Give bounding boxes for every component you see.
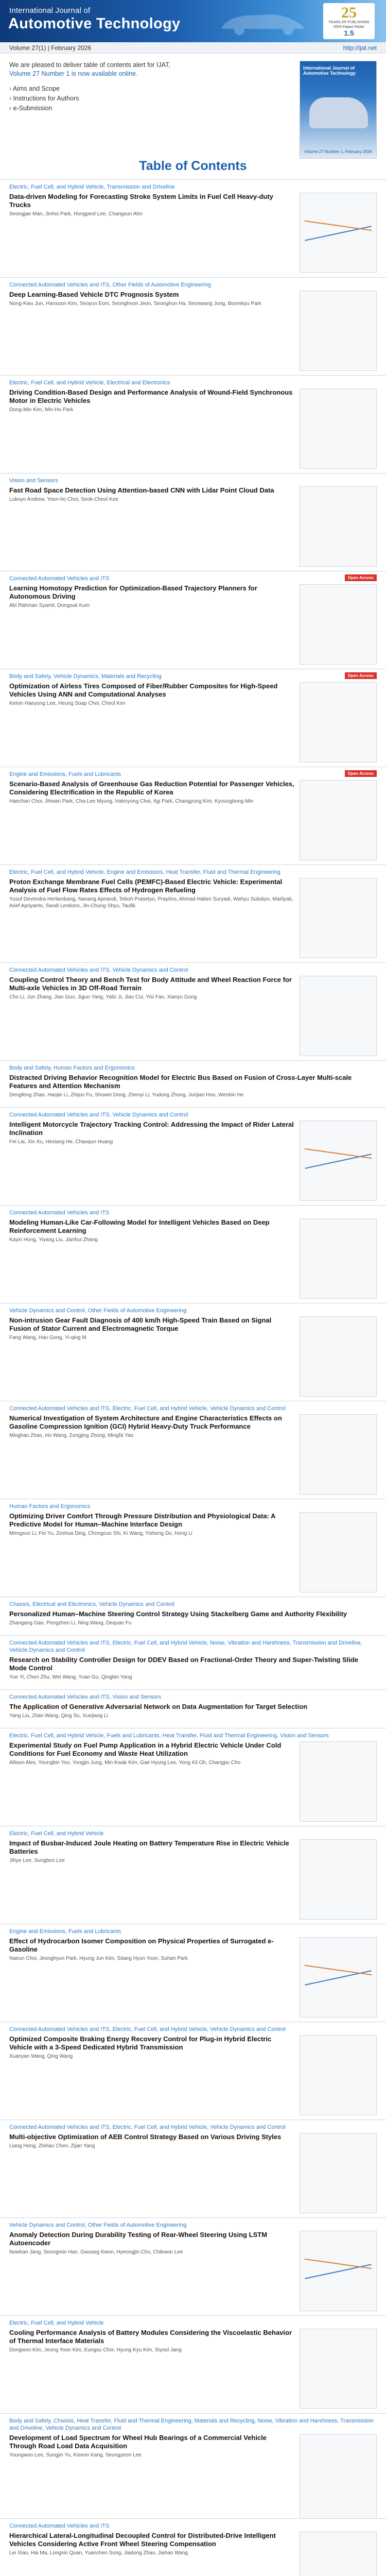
article-entry[interactable] bbox=[0, 1728, 386, 1826]
article-graphical-abstract[interactable] bbox=[300, 1512, 377, 1592]
article-graphical-abstract[interactable] bbox=[300, 486, 377, 567]
article-graphical-abstract[interactable] bbox=[300, 1839, 377, 1920]
article-graphical-abstract[interactable] bbox=[300, 388, 377, 469]
article-graphical-abstract[interactable] bbox=[300, 1218, 377, 1299]
article-graphical-abstract[interactable] bbox=[300, 291, 377, 371]
article-authors: Abi Rahman Syamil, Dongsuk Kum bbox=[9, 603, 90, 608]
article-graphical-abstract[interactable] bbox=[300, 2133, 377, 2213]
article-title-link[interactable]: Data-driven Modeling for Forecasting Stroke System Limits in Fuel Cell Heavy-duty Trucks bbox=[9, 193, 273, 209]
article-category: Connected Automated Vehicles and ITS bbox=[9, 1210, 110, 1216]
article-authors: Seongjae Man, Jinhoi Park, Hongpeol Lee, Changsun Ahn bbox=[9, 211, 143, 217]
article-list bbox=[0, 179, 386, 2576]
article-authors: Naeun Choi, Jeonghyun Park, Hyung Jun Kim, Sitaeg Hyun Yoon, Suhan Park bbox=[9, 1956, 188, 1961]
article-category: Engine and Emissions, Fuels and Lubricants bbox=[9, 771, 121, 777]
article-title-link[interactable]: Driving Condition-Based Design and Performance Analysis of Wound-Field Synchronous Motor in Electric Vehicles bbox=[9, 388, 293, 404]
article-category: Electric, Fuel Cell, and Hybrid Vehicle bbox=[9, 1831, 104, 1837]
journal-site-link[interactable]: http://ijat.net bbox=[343, 44, 377, 52]
cover-volume: Volume 27 Number 1, February 2026 bbox=[304, 149, 372, 154]
car-icon bbox=[216, 5, 309, 38]
anniversary-number: 25 bbox=[341, 4, 357, 21]
article-entry[interactable] bbox=[0, 179, 386, 277]
article-graphical-abstract[interactable] bbox=[300, 682, 377, 762]
article-title-link[interactable]: Development of Load Spectrum for Wheel Hub Bearings of a Commercial Vehicle Through Road Load Data Acquisition bbox=[9, 2434, 267, 2450]
article-entry[interactable] bbox=[0, 2518, 386, 2576]
article-authors: Fang Wang, Hao Gong, Yi-qing M bbox=[9, 1335, 86, 1341]
article-authors: Yue Yi, Chen Zhu, Wei Wang, Yuan Gu, Qingbin Yang bbox=[9, 1674, 132, 1680]
article-entry[interactable] bbox=[0, 1597, 386, 1635]
article-authors: Dongwoo Kim, Jeong Yoon Kim, Eungsu Choi, Hyung Kyu Kim, Siyoul Jang bbox=[9, 2347, 182, 2353]
article-title-link[interactable]: Impact of Busbar-Induced Joule Heating on Battery Temperature Rise in Electric Vehicle Batteries bbox=[9, 1839, 289, 1855]
impact-factor-label: 2024 Impact Factor bbox=[333, 25, 365, 29]
article-title-link[interactable]: Deep Learning-Based Vehicle DTC Prognosis System bbox=[9, 291, 179, 298]
article-authors: Kayin Hong, Yiyang Liu, Jianhui Zhang bbox=[9, 1237, 98, 1243]
article-category: Connected Automated Vehicles and ITS, Other Fields of Automotive Engineering bbox=[9, 282, 211, 288]
article-title-link[interactable]: Experimental Study on Fuel Pump Application in a Hybrid Electric Vehicle Under Cold Conditions for Fuel Economy and Waste Heat Utilization bbox=[9, 1741, 282, 1757]
article-authors: Kelvin Haeyong Lee, Heung Soap Choi, Cheol Kim bbox=[9, 701, 126, 706]
article-title-link[interactable]: Cooling Performance Analysis of Battery Modules Considering the Viscoelastic Behavior of Thermal Interface Materials bbox=[9, 2329, 292, 2345]
volume-bar bbox=[0, 42, 386, 54]
article-graphical-abstract[interactable] bbox=[300, 2434, 377, 2518]
article-category: Connected Automated Vehicles and ITS, Electric, Fuel Cell, and Hybrid Vehicle, Vehicle Dynamics and Control bbox=[9, 2124, 286, 2130]
article-authors: Liang Hong, Zhihao Chen, Zijan Yang bbox=[9, 2143, 95, 2149]
article-graphical-abstract[interactable] bbox=[300, 2532, 377, 2576]
article-category: Vision and Sensors bbox=[9, 478, 58, 484]
article-category: Vehicle Dynamics and Control, Other Fields of Automotive Engineering bbox=[9, 2222, 187, 2228]
intro-line-2[interactable]: Volume 27 Number 1 is now available online. bbox=[9, 70, 138, 77]
article-title-link[interactable]: Hierarchical Lateral-Longitudinal Decoupled Control for Distributed-Drive Intelligent Vehicles Considering Active Front Wheel Steering Compensation bbox=[9, 2532, 276, 2548]
article-authors: Jihye Lee, Sungboo Lee bbox=[9, 1858, 65, 1863]
article-authors: Fei Lai, Xin Xu, Hexiang He, Chaoqun Huang bbox=[9, 1139, 113, 1145]
article-graphical-abstract[interactable] bbox=[300, 780, 377, 860]
article-category: Electric, Fuel Cell, and Hybrid Vehicle, Electrical and Electronics bbox=[9, 380, 170, 386]
article-authors: Cho Li, Jun Zhang, Jian Guo, Jiguo Yang, Yaliz Ji, Jiao Cui, Yisi Fan, Xianyu Gong bbox=[9, 994, 197, 1000]
article-category: Connected Automated Vehicles and ITS, Vision and Sensors bbox=[9, 1694, 162, 1700]
journal-cover-image[interactable] bbox=[300, 61, 377, 159]
article-category: Connected Automated Vehicles and ITS bbox=[9, 2523, 110, 2529]
article-authors: Allison Alex, Youngbin Yoo, Yongjin Jung, Min Kwak Kim, Gae Hyung Lee, Yong Kil Oh, Changpu Cho bbox=[9, 1760, 241, 1766]
article-category: Connected Automated Vehicles and ITS, Vehicle Dynamics and Control bbox=[9, 1112, 188, 1118]
article-graphical-abstract[interactable] bbox=[300, 1414, 377, 1495]
journal-name: Automotive Technology bbox=[8, 15, 181, 32]
impact-factor-value: 1.5 bbox=[344, 29, 354, 37]
article-authors: Nowhan Jang, Seongmin Han, Gwuseg Kwon, Hyeongjin Cho, Chikwon Lee bbox=[9, 2249, 183, 2255]
anniversary-badge bbox=[323, 3, 375, 39]
article-title-link[interactable]: Optimized Composite Braking Energy Recovery Control for Plug-in Hybrid Electric Vehicle with a 3-Speed Dedicated Hybrid Transmission bbox=[9, 2035, 272, 2051]
open-access-badge: Open Access bbox=[345, 770, 377, 777]
article-graphical-abstract[interactable] bbox=[300, 976, 377, 1056]
article-graphical-abstract[interactable] bbox=[300, 1937, 377, 2018]
article-authors: Xuanyan Wang, Qing Wang bbox=[9, 2054, 73, 2059]
article-graphical-abstract[interactable] bbox=[300, 193, 377, 273]
article-entry[interactable] bbox=[0, 2217, 386, 2315]
article-entry[interactable] bbox=[0, 1635, 386, 1689]
article-entry[interactable] bbox=[0, 571, 386, 669]
article-entry[interactable] bbox=[0, 2413, 386, 2518]
article-title-link[interactable]: Optimizing Driver Comfort Through Pressure Distribution and Physiological Data: A Predictive Model for Human–Machine Interface Design bbox=[9, 1512, 275, 1528]
article-entry[interactable] bbox=[0, 2315, 386, 2413]
article-category: Electric, Fuel Cell, and Hybrid Vehicle bbox=[9, 2320, 104, 2326]
article-graphical-abstract[interactable] bbox=[300, 2329, 377, 2409]
article-title-link[interactable]: Numerical Investigation of System Architecture and Engine Characteristics Effects on Gasoline Compression Ignition (GCI) Hybrid Heavy-Duty Truck Performance bbox=[9, 1414, 282, 1430]
intro-section bbox=[0, 54, 386, 157]
article-authors: Yang Liu, Zitan Wang, Qing Su, Xuejiang Li bbox=[9, 1713, 108, 1719]
article-title-link[interactable]: Coupling Control Theory and Bench Test for Body Attitude and Wheel Reaction Force for Multi-axle Vehicles in 3D Off-Road Terrain bbox=[9, 976, 292, 992]
article-title-link[interactable]: Non-intrusion Gear Fault Diagnosis of 400 km/h High-Speed Train Based on Signal Fusion of Stator Current and Electromagnetic Torque bbox=[9, 1316, 272, 1332]
journal-banner bbox=[0, 0, 386, 42]
article-graphical-abstract[interactable] bbox=[300, 1121, 377, 1201]
article-category: Connected Automated Vehicles and ITS, Electric, Fuel Cell, and Hybrid Vehicle, Vehicle Dynamics and Control bbox=[9, 1405, 286, 1412]
article-entry[interactable] bbox=[0, 1205, 386, 1303]
article-entry[interactable] bbox=[0, 2120, 386, 2217]
article-entry[interactable] bbox=[0, 473, 386, 571]
article-graphical-abstract[interactable] bbox=[300, 1741, 377, 1822]
article-title-link[interactable]: Multi-objective Optimization of AEB Control Strategy Based on Various Driving Styles bbox=[9, 2133, 282, 2141]
intro-links bbox=[9, 84, 300, 113]
article-category: Connected Automated Vehicles and ITS bbox=[9, 575, 110, 582]
article-entry[interactable] bbox=[0, 1499, 386, 1597]
article-entry[interactable] bbox=[0, 2022, 386, 2120]
article-title-link[interactable]: Distracted Driving Behavior Recognition Model for Electric Bus Based on Fusion of Cross-Layer Multi-scale Features and Attention Mechanism bbox=[9, 1074, 352, 1090]
article-category: Connected Automated Vehicles and ITS, Electric, Fuel Cell, and Hybrid Vehicle, Vehicle Dynamics and Control bbox=[9, 2026, 286, 2032]
article-entry[interactable] bbox=[0, 375, 386, 473]
open-access-badge: Open Access bbox=[345, 574, 377, 581]
article-authors: Lei Xiao, Hai Ma, Longxin Quan, Yuanchen Song, Jiadong Zhao, Jiahao Wang bbox=[9, 2550, 188, 2556]
article-title-link[interactable]: Personalized Human–Machine Steering Control Strategy Using Stackelberg Game and Authority Flexibility bbox=[9, 1610, 347, 1618]
aims-scope-link[interactable]: › Aims and Scope bbox=[9, 84, 300, 93]
article-entry[interactable] bbox=[0, 1826, 386, 1924]
article-entry[interactable] bbox=[0, 1401, 386, 1499]
article-category: Connected Automated Vehicles and ITS, Vehicle Dynamics and Control bbox=[9, 967, 188, 973]
article-category: Electric, Fuel Cell, and Hybrid Vehicle, Fuels and Lubricants, Heat Transfer, Fluid and Thermal Engineering, Vision and Sensors bbox=[9, 1733, 329, 1739]
article-entry[interactable] bbox=[0, 1060, 386, 1107]
article-authors: Nong-Kwu Jun, Hansoon Kim, Seoyun Eom, Seonghoon Jeon, Seonghun Ha, Seonwang Jung, Boomkyu Park bbox=[9, 301, 261, 307]
cover-car-graphic bbox=[309, 97, 368, 128]
article-category: Body and Safety, Vehicle Dynamics, Materials and Recycling bbox=[9, 673, 162, 680]
article-category: Connected Automated Vehicles and ITS, Electric, Fuel Cell, and Hybrid Vehicle, Noise, Vibration and Harshness, Transmission and Driveline, Vehicle Dynamics and Control bbox=[9, 1640, 362, 1653]
article-category: Electric, Fuel Cell, and Hybrid Vehicle, Engine and Emissions, Heat Transfer, Fluid and Thermal Engineering bbox=[9, 869, 280, 875]
e-submission-link[interactable]: › e-Submission bbox=[9, 104, 300, 113]
author-instructions-link[interactable]: › Instructions for Authors bbox=[9, 94, 300, 103]
article-authors: Mengsuo Li, Fei Yu, Zeshua Ding, Chongcuo Shi, Ki Wang, Yisheng Du, Hong Li bbox=[9, 1531, 192, 1536]
article-title-link[interactable]: Effect of Hydrocarbon Isomer Composition on Physical Properties of Surrogated e-Gasoline bbox=[9, 1937, 274, 1953]
article-category: Body and Safety, Chassis, Heat Transfer, Fluid and Thermal Engineering, Materials and Recycling, Noise, Vibration and Harshness, Transmission and Driveline, Vehicle Dynamics and Control bbox=[9, 2418, 374, 2431]
issue-label: Volume 27(1) | February 2026 bbox=[9, 44, 92, 52]
article-title-link[interactable]: Intelligent Motorcycle Trajectory Tracking Control: Addressing the Impact of Rider Lateral Inclination bbox=[9, 1121, 294, 1137]
article-entry[interactable] bbox=[0, 277, 386, 375]
article-authors: Dong-Min Kim, Min-Ho Park bbox=[9, 407, 74, 413]
article-authors: Dengfeng Zhao, Haojie Li, Zhijun Fu, Shuwei Dong, Zhenyi Li, Yudong Zhong, Junjian Hou, Wenbin He bbox=[9, 1092, 244, 1098]
article-entry[interactable] bbox=[0, 1303, 386, 1401]
anniversary-label: YEARS OF PUBLISHING bbox=[328, 21, 370, 24]
article-authors: Lukoyo Andrew, Yoon-ho Choi, Seok-Cheol Kee bbox=[9, 497, 118, 502]
article-authors: Minghao Zhao, Ho Wang, Zongjing Zhong, Mingfa Yao bbox=[9, 1433, 134, 1438]
article-title-link[interactable]: Learning Homotopy Prediction for Optimization-Based Trajectory Planners for Autonomous Driving bbox=[9, 584, 257, 600]
article-category: Body and Safety, Human Factors and Ergonomics bbox=[9, 1065, 135, 1071]
article-title-link[interactable]: Modeling Human-Like Car-Following Model for Intelligent Vehicles Based on Deep Reinforcement Learning bbox=[9, 1218, 270, 1234]
article-entry[interactable] bbox=[0, 1107, 386, 1205]
article-category: Engine and Emissions, Fuels and Lubricants bbox=[9, 1928, 121, 1935]
article-category: Human Factors and Ergonomics bbox=[9, 1503, 91, 1510]
article-authors: Yusuf Devendra Herlambang, Nanang Apriandi, Teboh Prasetyo, Prayitno, Ahmad Hakim Suryadi, Wahyu Sulistiyo, Marliyati, Arief Apriyanto, Sandi Lestiono, Jin-Chung Shyu, Taufik bbox=[9, 896, 293, 909]
article-graphical-abstract[interactable] bbox=[300, 2231, 377, 2311]
article-graphical-abstract[interactable] bbox=[300, 584, 377, 665]
journal-prefix: International Journal of bbox=[9, 6, 91, 15]
article-entry[interactable] bbox=[0, 669, 386, 767]
article-entry[interactable] bbox=[0, 962, 386, 1060]
article-entry[interactable] bbox=[0, 1924, 386, 2022]
article-authors: Zhangang Gao, Pengzhen Li, Ning Wang, Dequan Fu bbox=[9, 1620, 132, 1626]
article-title-link[interactable]: Optimization of Airless Tires Composed of Fiber/Rubber Composites for High-Speed Vehicles Using ANN and Computational Analyses bbox=[9, 682, 278, 698]
article-title-link[interactable]: Fast Road Space Detection Using Attention-based CNN with Lidar Point Cloud Data bbox=[9, 486, 274, 494]
article-title-link[interactable]: Scenario-Based Analysis of Greenhouse Gas Reduction Potential for Passenger Vehicles, Considering Electrification in the Republic of Korea bbox=[9, 780, 294, 796]
article-category: Chassis, Electrical and Electronics, Vehicle Dynamics and Control bbox=[9, 1601, 174, 1607]
article-title-link[interactable]: Proton Exchange Membrane Fuel Cells (PEMFC)-Based Electric Vehicle: Experimental Analysis of Fuel Flow Rates Effects of Hydrogen Refueling bbox=[9, 878, 283, 894]
article-category: Vehicle Dynamics and Control, Other Fields of Automotive Engineering bbox=[9, 1308, 187, 1314]
article-title-link[interactable]: Research on Stability Controller Design for DDEV Based on Fractional-Order Theory and Super-Twisting Slide Mode Control bbox=[9, 1656, 359, 1672]
cover-title: International Journal of Automotive Technology bbox=[303, 65, 356, 76]
open-access-badge: Open Access bbox=[345, 672, 377, 679]
article-entry[interactable] bbox=[0, 865, 386, 962]
article-title-link[interactable]: Anomaly Detection During Durability Testing of Rear-Wheel Steering Using LSTM Autoencoder bbox=[9, 2231, 268, 2247]
article-graphical-abstract[interactable] bbox=[300, 2035, 377, 2115]
article-entry[interactable] bbox=[0, 767, 386, 865]
article-authors: Haechan Choi, Jihwan Park, Cha-Lee Myung, Hahnyong Choi, Itgi Park, Changyong Kim, Kyoungbong Min bbox=[9, 799, 254, 804]
article-category: Electric, Fuel Cell, and Hybrid Vehicle, Transmission and Driveline bbox=[9, 184, 175, 190]
article-authors: Youngwoo Lee, Sungjin Yu, Kiseon Kang, Seungyeon Lee bbox=[9, 2452, 142, 2458]
intro-line-1: We are pleased to deliver table of contents alert for IJAT, bbox=[9, 61, 170, 69]
article-title-link[interactable]: The Application of Generative Adversarial Network on Data Augmentation for Target Selection bbox=[9, 1703, 308, 1710]
article-graphical-abstract[interactable] bbox=[300, 1316, 377, 1397]
article-entry[interactable] bbox=[0, 1689, 386, 1728]
toc-heading: Table of Contents bbox=[139, 159, 247, 173]
article-graphical-abstract[interactable] bbox=[300, 878, 377, 958]
